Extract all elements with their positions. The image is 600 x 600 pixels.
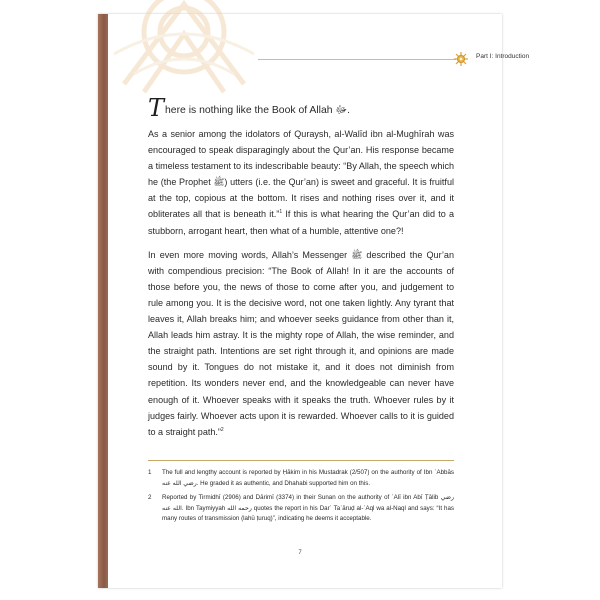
footnote-text: The full and lengthy account is reported by Ḥākim in his Mustadrak (2/507) on the authority of Ibn ʿAbbās رضي الله عنه. He graded it as authentic, and Dhahabi supported him on this. <box>162 469 454 487</box>
page-number: 7 <box>298 550 302 556</box>
paragraph-text: As a senior among the idolators of Quraysh, al-Walīd ibn al-Mughīrah was encouraged to speak disparagingly about the Qur’an. His response became a timeless testament to its indescribable beauty: “By Allah, the speech which he (the Prophet ﷺ) utters (i.e. the Qur’an) is sweet and graceful. It is fruitful at the top, copious at the bottom. It rises and nothing rises over it, and it obliterates all that is beneath it.” <box>148 129 454 220</box>
main-text <box>148 94 455 448</box>
footnotes <box>148 460 454 529</box>
footnote-number: 2 <box>148 494 152 502</box>
footnote <box>148 493 454 525</box>
opening-line <box>148 94 454 122</box>
paragraph-text: In even more moving words, Allah’s Messenger ﷺ described the Qur’an with compendious precision: “The Book of Allah! In it are the accounts of those before you, the news of those to come after you, and judgement to rule among you. It is the decisive word, not one taken lightly. Any tyrant that leaves it, Allah breaks him; and whoever seeks guidance from other than it, Allah leads him astray. It is the mighty rope of Allah, the wise reminder, and the straight path. Intentions are set right through it, and opinions are made sound by it. Tongues do not mistake it, and it does not diminish from repetition. Its wonders never end, and the knowledgeable can never have enough of it. Whoever speaks with it speaks the truth. Whoever rules by it judges fairly. Whoever acts upon it is rewarded. Whoever calls to it is guided to a straight path.” <box>148 249 454 437</box>
sun-ornament-icon <box>454 52 468 66</box>
paragraph-text: If this is what hearing the Qur’an did to a stubborn, arrogant heart, then what of a humble, attentive one?! <box>148 209 455 236</box>
footnote-text: Reported by Tirmidhī (2906) and Dārimī (3374) in their Sunan on the authority of ʿAlī ibn Abī Ṭālib رضي الله عنه. Ibn Taymiyyah رحمه الله quotes the report in his Darʾ Taʿāruḍ al-ʿAql wa al-Naql and says: “It has many routes of transmission (lahū ṭuruq)”, indicating he deems it acceptable. <box>162 494 454 523</box>
footnote-ref[interactable]: 2 <box>220 426 224 433</box>
header-rule <box>258 59 456 60</box>
footnote-number: 1 <box>148 469 152 476</box>
running-header <box>258 52 530 66</box>
paragraph <box>148 126 454 239</box>
opening-text: here is nothing like the Book of Allah ﷻ. <box>165 105 351 116</box>
book-page <box>98 14 530 588</box>
paragraph <box>148 247 454 440</box>
part-label: Part I: Introduction <box>476 53 530 60</box>
drop-cap: T <box>148 94 165 122</box>
footnote-ref[interactable]: 1 <box>279 209 283 216</box>
book-spine <box>98 14 108 588</box>
geometric-ornament-icon <box>114 14 254 92</box>
footnote <box>148 468 454 489</box>
